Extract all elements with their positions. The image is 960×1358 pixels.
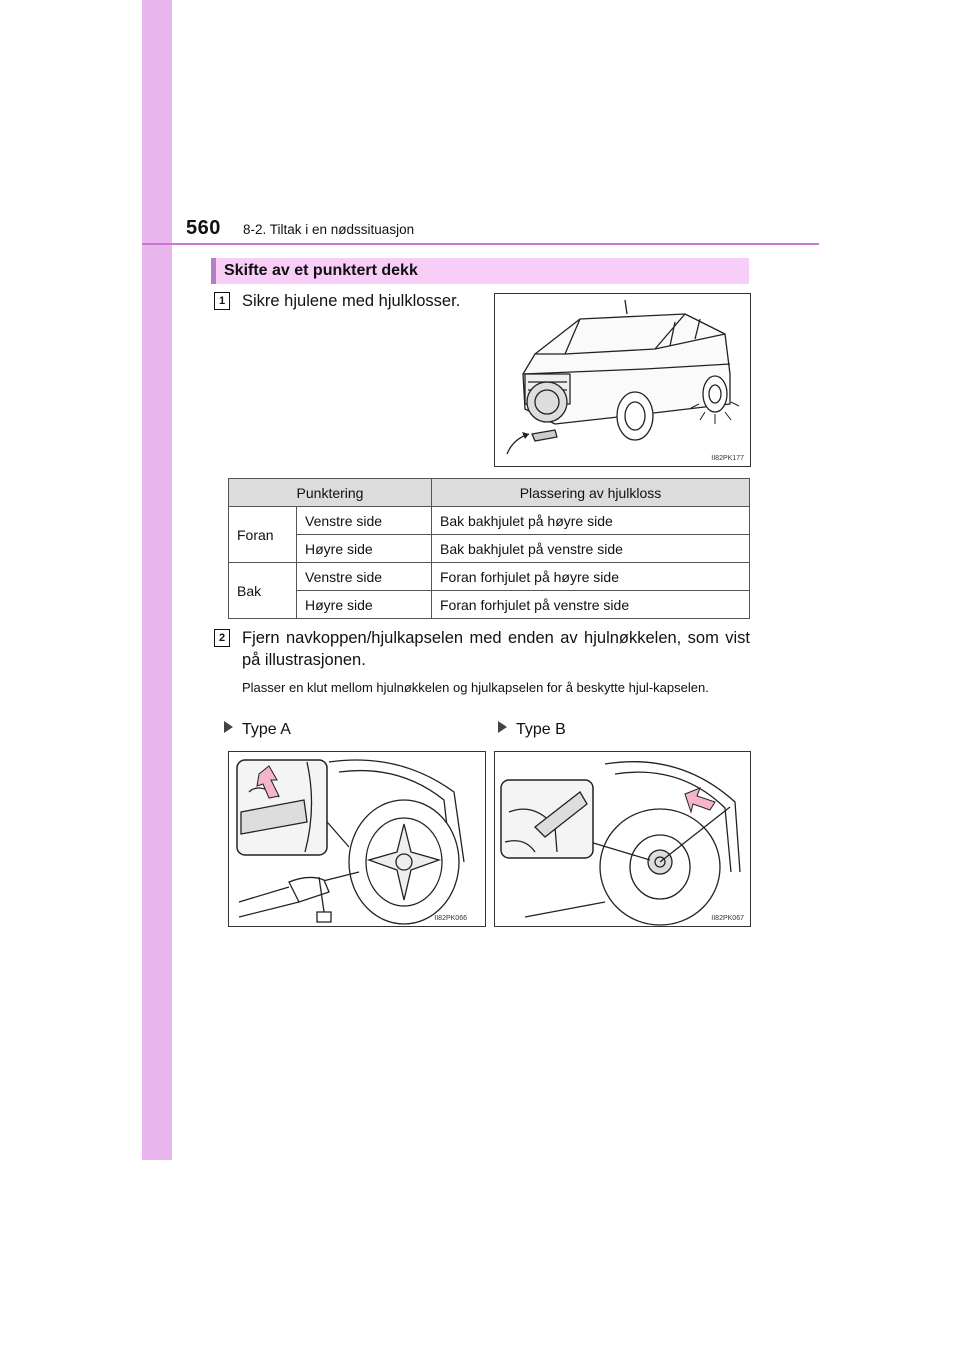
table-row	[229, 535, 750, 563]
table-group-label: Foran	[229, 507, 297, 563]
step-number-2: 2	[214, 629, 230, 647]
table-row	[229, 591, 750, 619]
figure-code: II82PK067	[711, 915, 744, 922]
type-a-label	[224, 721, 291, 739]
type-b-label	[498, 721, 566, 739]
table-cell: Bak bakhjulet på venstre side	[432, 535, 750, 563]
type-b-text: Type B	[516, 721, 566, 738]
table-group-label: Bak	[229, 563, 297, 619]
type-a-illustration	[228, 751, 486, 927]
table-header: Plassering av hjulkloss	[432, 479, 750, 507]
table-header: Punktering	[229, 479, 432, 507]
hubcap-wrench-illustration-b	[495, 752, 750, 926]
section-title: 8-2. Tiltak i en nødssituasjon	[243, 222, 415, 237]
figure-code: II82PK177	[711, 455, 744, 462]
table-cell: Venstre side	[297, 563, 432, 591]
table-cell: Foran forhjulet på venstre side	[432, 591, 750, 619]
table-cell: Bak bakhjulet på høyre side	[432, 507, 750, 535]
header-rule	[142, 243, 819, 245]
figure-code: II82PK066	[434, 915, 467, 922]
table-cell: Høyre side	[297, 591, 432, 619]
step-2-note: Plasser en klut mellom hjulnøkkelen og hjulkapselen for å beskytte hjul-kapselen.	[242, 680, 709, 695]
step-1-text: Sikre hjulene med hjulklosser.	[242, 292, 461, 310]
table-header-row	[229, 479, 750, 507]
type-a-text: Type A	[242, 721, 291, 738]
table-row	[229, 507, 750, 535]
heading-title: Skifte av et punktert dekk	[224, 262, 418, 279]
truck-illustration	[495, 294, 750, 466]
step-number-1: 1	[214, 292, 230, 310]
truck-chock-illustration	[494, 293, 751, 467]
triangle-bullet-icon	[498, 721, 507, 733]
chock-placement-table	[228, 478, 750, 619]
step-2-text: Fjern navkoppen/hjulkapselen med enden av hjulnøkkelen, som vist på illustrasjonen.	[242, 629, 750, 669]
table-cell: Foran forhjulet på høyre side	[432, 563, 750, 591]
triangle-bullet-icon	[224, 721, 233, 733]
type-b-illustration	[494, 751, 751, 927]
hubcap-wrench-illustration	[229, 752, 485, 926]
page-number: 560	[186, 217, 221, 239]
sidebar-tab	[142, 0, 172, 1160]
heading-accent	[211, 258, 216, 284]
table-row	[229, 563, 750, 591]
table-cell: Høyre side	[297, 535, 432, 563]
table-cell: Venstre side	[297, 507, 432, 535]
